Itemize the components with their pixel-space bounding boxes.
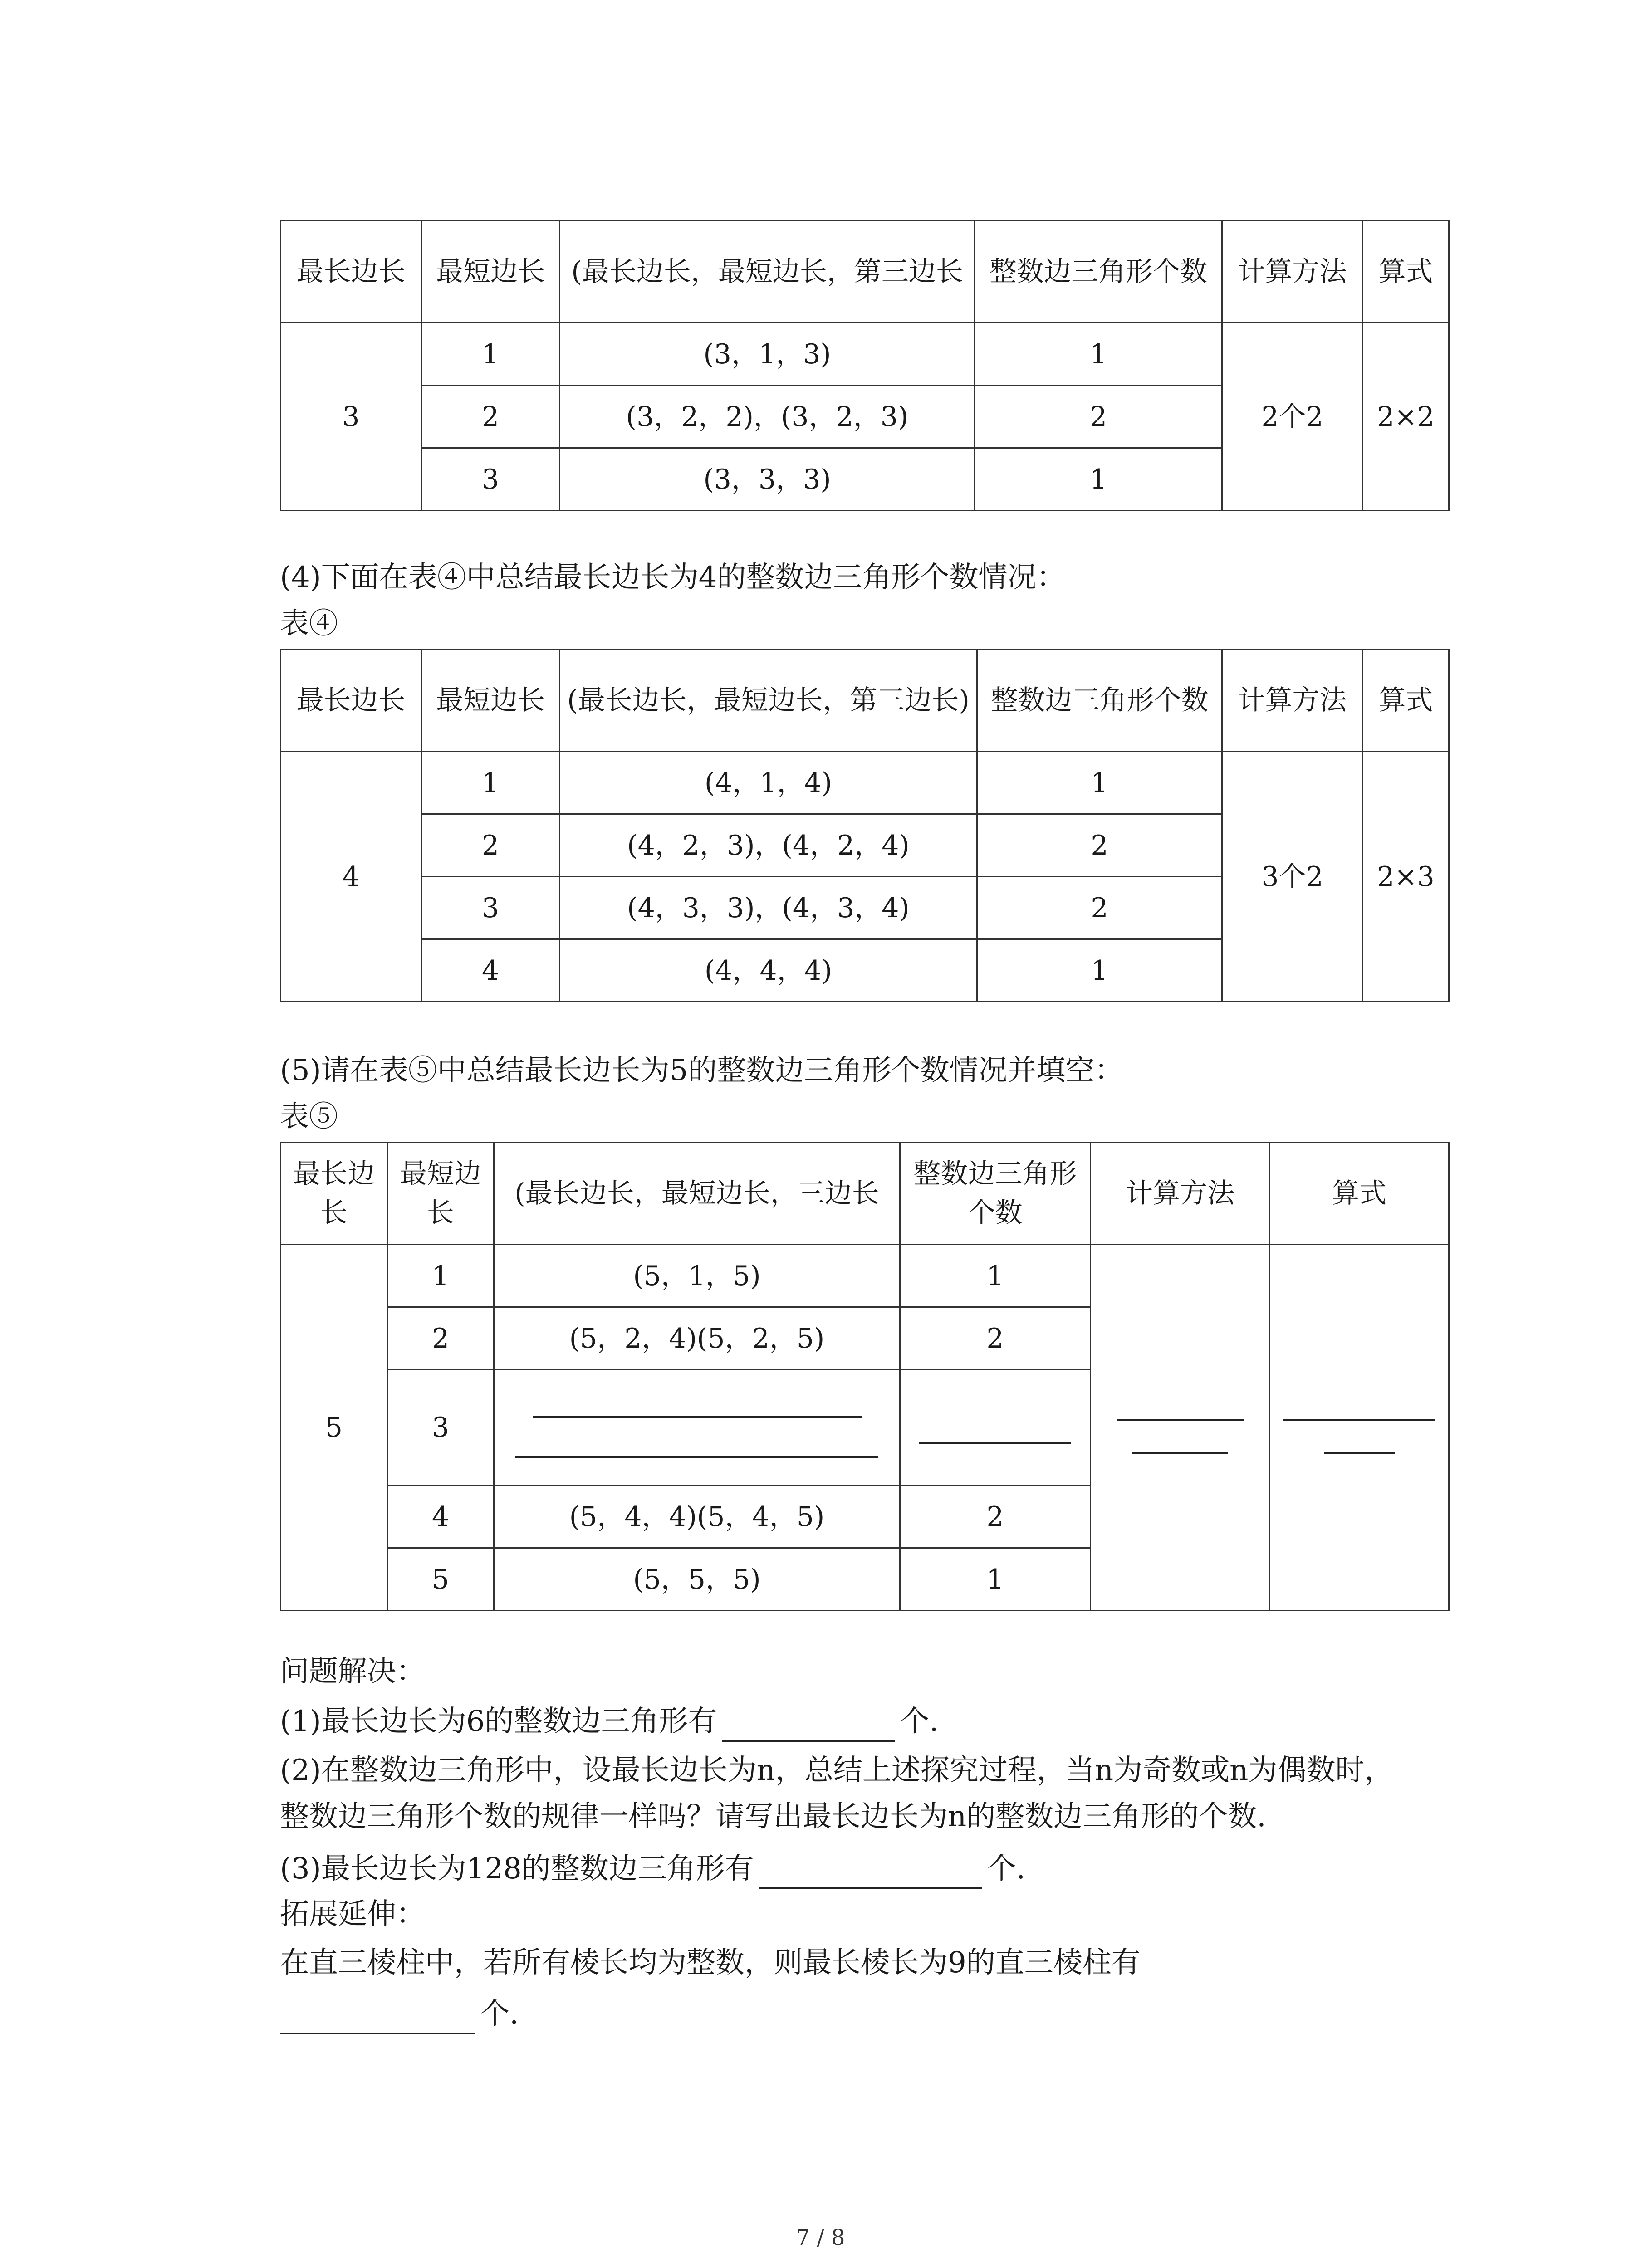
- question-3-text: (3)最长边长为128的整数边三角形有: [280, 1852, 754, 1886]
- cell-shortest: 1: [387, 1245, 494, 1307]
- header-count: 整数边三角形个数: [977, 650, 1222, 752]
- cell-triples: (4，3，3)，(4，3，4): [560, 877, 977, 939]
- cell-method-blank[interactable]: [1091, 1245, 1270, 1611]
- cell-triples: (4，2，3)，(4，2，4): [560, 814, 977, 877]
- extension-suffix: 个.: [480, 1997, 519, 2031]
- cell-shortest: 3: [421, 877, 560, 939]
- method-blank-line-2[interactable]: [1132, 1434, 1228, 1454]
- extension-answer: [280, 1994, 519, 2034]
- cell-triples: (3，3，3): [560, 448, 975, 511]
- cell-triples: (3，1，3): [560, 323, 975, 386]
- cell-shortest: 4: [387, 1486, 494, 1548]
- cell-triples: (3，2，2)，(3，2，3): [560, 386, 975, 448]
- cell-shortest: 1: [421, 323, 560, 386]
- table-longest-4: [280, 649, 1450, 1002]
- header-longest: 最长边长: [281, 650, 421, 752]
- table-header-row: [281, 1143, 1449, 1245]
- formula-blank-line-1[interactable]: [1283, 1401, 1435, 1421]
- header-formula: 算式: [1363, 221, 1449, 323]
- header-longest: 最长边长: [281, 221, 421, 323]
- header-longest: 最长边长: [281, 1143, 387, 1245]
- question-1-text: (1)最长边长为6的整数边三角形有: [280, 1705, 717, 1738]
- problems-heading: 问题解决：: [280, 1655, 425, 1688]
- cell-count: 1: [977, 939, 1222, 1002]
- cell-count: 1: [900, 1548, 1091, 1611]
- header-count: 整数边三角形个数: [975, 221, 1222, 323]
- extension-answer-blank[interactable]: [280, 2001, 475, 2034]
- question-3-suffix: 个.: [987, 1852, 1026, 1886]
- table-4-label: 表④: [280, 607, 338, 640]
- header-triples: (最长边长，最短边长，第三边长: [560, 221, 975, 323]
- cell-triples: (4，1，4): [560, 752, 977, 814]
- cell-longest: 3: [281, 323, 421, 511]
- header-shortest: 最短边长: [421, 650, 560, 752]
- header-formula: 算式: [1270, 1143, 1449, 1245]
- question-3-answer-blank[interactable]: [759, 1856, 982, 1889]
- cell-count: 1: [977, 752, 1222, 814]
- cell-triples: (5，4，4)(5，4，5): [494, 1486, 900, 1548]
- table-row: [281, 1245, 1449, 1307]
- cell-count: 2: [900, 1486, 1091, 1548]
- cell-shortest: 4: [421, 939, 560, 1002]
- header-triples: (最长边长，最短边长，第三边长): [560, 650, 977, 752]
- cell-count: 2: [900, 1307, 1091, 1370]
- cell-longest: 5: [281, 1245, 387, 1611]
- header-count: 整数边三角形个数: [900, 1143, 1091, 1245]
- header-method: 计算方法: [1222, 650, 1363, 752]
- cell-count: 1: [975, 323, 1222, 386]
- table-5-label: 表⑤: [280, 1100, 338, 1134]
- table-header-row: [281, 221, 1449, 323]
- header-method: 计算方法: [1222, 221, 1363, 323]
- cell-shortest: 2: [421, 386, 560, 448]
- cell-formula: 2×2: [1363, 323, 1449, 511]
- cell-count: 2: [977, 877, 1222, 939]
- cell-longest: 4: [281, 752, 421, 1002]
- method-blank-line-1[interactable]: [1117, 1401, 1244, 1421]
- extension-heading: 拓展延伸：: [280, 1897, 425, 1931]
- cell-shortest: 5: [387, 1548, 494, 1611]
- cell-triples: (4，4，4): [560, 939, 977, 1002]
- cell-shortest: 2: [421, 814, 560, 877]
- cell-shortest: 3: [387, 1370, 494, 1486]
- cell-triples: (5，5，5): [494, 1548, 900, 1611]
- cell-triples: (5，1，5): [494, 1245, 900, 1307]
- header-triples: (最长边长，最短边长，三边长: [494, 1143, 900, 1245]
- cell-formula-blank[interactable]: [1270, 1245, 1449, 1611]
- question-1: [280, 1701, 939, 1742]
- cell-count: 1: [900, 1245, 1091, 1307]
- question-1-answer-blank[interactable]: [722, 1708, 895, 1742]
- header-method: 计算方法: [1091, 1143, 1270, 1245]
- formula-blank-line-2[interactable]: [1324, 1434, 1395, 1454]
- cell-method: 2个2: [1222, 323, 1363, 511]
- cell-shortest: 1: [421, 752, 560, 814]
- cell-count: 2: [975, 386, 1222, 448]
- table-longest-5: [280, 1142, 1450, 1611]
- header-shortest: 最短边长: [421, 221, 560, 323]
- table-row: [281, 752, 1449, 814]
- cell-method: 3个2: [1222, 752, 1363, 1002]
- cell-count: 1: [975, 448, 1222, 511]
- cell-triples-blank[interactable]: [494, 1370, 900, 1486]
- question-2-line-2: 整数边三角形个数的规律一样吗？请写出最长边长为n的整数边三角形的个数.: [280, 1800, 1266, 1833]
- triples-blank-line-2[interactable]: [515, 1438, 878, 1458]
- question-2-line-1: (2)在整数边三角形中，设最长边长为n，总结上述探究过程，当n为奇数或n为偶数时，: [280, 1754, 1394, 1787]
- extension-line-1: 在直三棱柱中，若所有棱长均为整数，则最长棱长为9的直三棱柱有: [280, 1946, 1141, 1980]
- question-1-suffix: 个.: [900, 1705, 939, 1738]
- cell-shortest: 3: [421, 448, 560, 511]
- header-formula: 算式: [1363, 650, 1449, 752]
- cell-shortest: 2: [387, 1307, 494, 1370]
- cell-count-blank[interactable]: [900, 1370, 1091, 1486]
- header-shortest: 最短边长: [387, 1143, 494, 1245]
- triples-blank-line-1[interactable]: [533, 1398, 862, 1418]
- count-blank-line[interactable]: [919, 1424, 1071, 1444]
- question-3: [280, 1848, 1025, 1889]
- section-4-title: (4)下面在表④中总结最长边长为4的整数边三角形个数情况：: [280, 561, 1066, 594]
- section-5-title: (5)请在表⑤中总结最长边长为5的整数边三角形个数情况并填空：: [280, 1054, 1124, 1087]
- table-header-row: [281, 650, 1449, 752]
- page-number: 7 / 8: [796, 2225, 845, 2250]
- cell-formula: 2×3: [1363, 752, 1449, 1002]
- table-longest-3: [280, 220, 1450, 511]
- cell-count: 2: [977, 814, 1222, 877]
- table-row: [281, 323, 1449, 386]
- cell-triples: (5，2，4)(5，2，5): [494, 1307, 900, 1370]
